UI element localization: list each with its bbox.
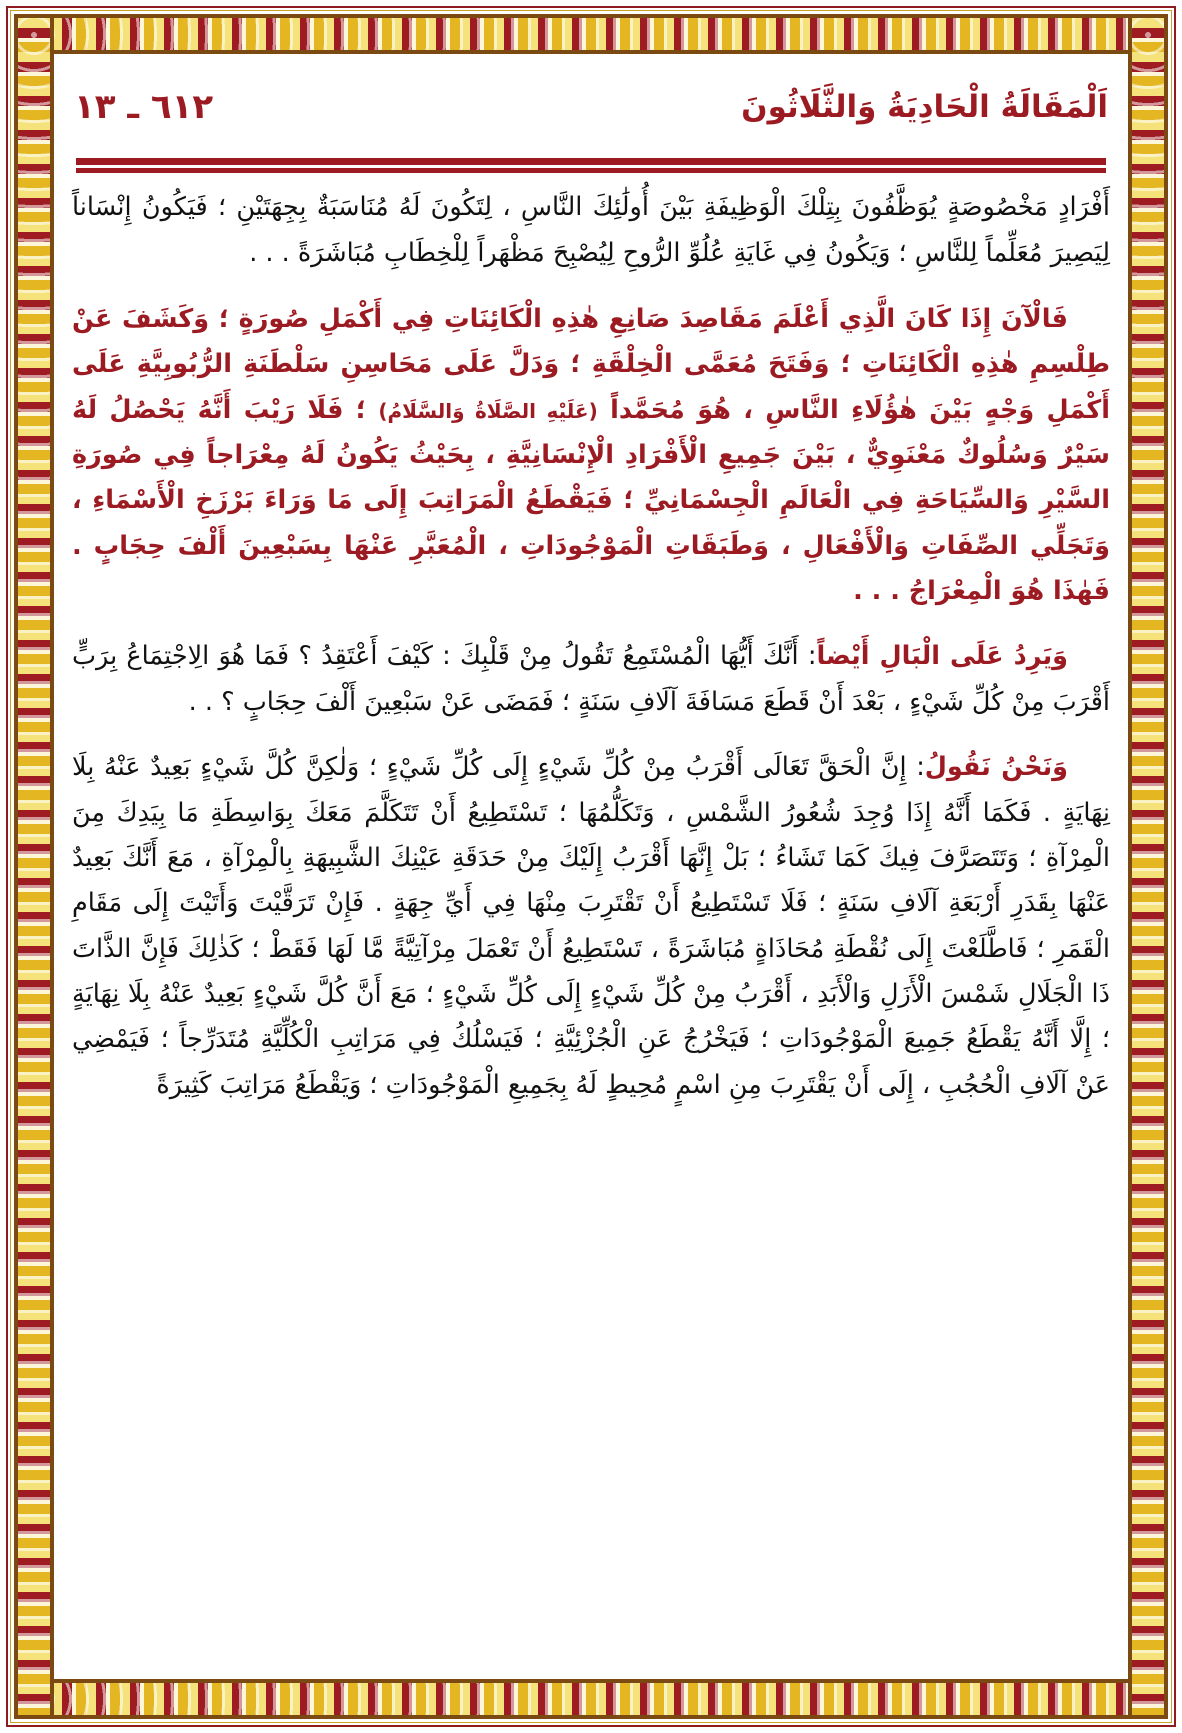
paragraph-1 xyxy=(72,184,1110,277)
paragraph-4-lead: وَنَحْنُ نَقُولُ xyxy=(924,752,1068,783)
ornamental-border-right xyxy=(1128,14,1168,1719)
paragraph-1-text: أَفْرَادٍ مَخْصُوصَةٍ يُوَظَّفُونَ بِتِلْكَ الْوَظِيفَةِ بَيْنَ أُولَٰئِكَ النَّاسِ ، لِتَكُونَ لَهُ مُنَاسَبَةٌ بِجِهَتَيْنِ ؛ فَيَكُونُ إِنْسَاناً لِيَصِيرَ مُعَلِّماً لِلنَّاسِ ؛ وَيَكُونُ فِي غَايَةِ عُلُوِّ الرُّوحِ لِيُصْبِحَ مَظْهَراً لِلْخِطَابِ مُبَاشَرَةً . . . xyxy=(72,192,1110,269)
page-body xyxy=(72,180,1110,1673)
honorific-marker: (عَلَيْهِ الصَّلَاةُ وَالسَّلَامُ) xyxy=(378,398,598,423)
paragraph-4-text: : إِنَّ الْحَقَّ تَعَالَى أَقْرَبُ مِنْ كُلِّ شَيْءٍ إِلَى كُلِّ شَيْءٍ ؛ وَلٰكِنَّ كُلَّ شَيْءٍ بَعِيدٌ عَنْهُ بِلَا نِهَايَةٍ . فَكَمَا أَنَّهُ إِذَا وُجِدَ شُعُورُ الشَّمْسِ ، وَتَكَلُّمُهَا ؛ تَسْتَطِيعُ أَنْ تَتَكَلَّمَ مَعَكَ بِوَاسِطَةِ مَا بِيَدِكَ مِنَ الْمِرْآةِ ؛ وَتَتَصَرَّفَ فِيكَ كَمَا تَشَاءُ ؛ بَلْ إِنَّهَا أَقْرَبُ إِلَيْكَ مِنْ حَدَقَةِ عَيْنِكَ الشَّبِيهَةِ بِالْمِرْآةِ ، مَعَ أَنَّكَ بَعِيدٌ عَنْهَا بِقَدَرِ أَرْبَعَةِ آلَافِ سَنَةٍ ؛ فَلَا تَسْتَطِيعُ أَنْ تَقْتَرِبَ مِنْهَا فِي أَيِّ جِهَةٍ . فَإِنْ تَرَقَّيْتَ وَأَتَيْتَ إِلَى مَقَامِ الْقَمَرِ ؛ فَاطَّلَعْتَ إِلَى نُقْطَةِ مُحَاذَاةٍ مُبَاشَرَةً ، تَسْتَطِيعُ أَنْ تَعْمَلَ مِرْآتِيَّةً مَّا لَهَا فَقَطْ ؛ كَذٰلِكَ فَإِنَّ الذَّاتَ ذَا الْجَلَالِ شَمْسَ الْأَزَلِ وَالْأَبَدِ ، أَقْرَبُ مِنْ كُلِّ شَيْءٍ إِلَى كُلِّ شَيْءٍ ؛ مَعَ أَنَّ كُلَّ شَيْءٍ بَعِيدٌ عَنْهُ بِلَا نِهَايَةٍ ؛ إِلَّا أَنَّهُ يَقْطَعُ جَمِيعَ الْمَوْجُودَاتِ ؛ فَيَخْرُجُ عَنِ الْجُزْئِيَّةِ ؛ فَيَسْلُكُ فِي مَرَاتِبِ الْكُلِّيَّةِ مُتَدَرِّجاً ؛ فَيَمْضِي عَنْ آلَافِ الْحُجُبِ ، إِلَى أَنْ يَقْتَرِبَ مِنِ اسْمٍ مُحِيطٍ لَهُ بِجَمِيعِ الْمَوْجُودَاتِ ؛ وَيَقْطَعُ مَرَاتِبَ كَثِيرَةً xyxy=(72,752,1110,1100)
header-divider-rule xyxy=(76,158,1106,173)
paragraph-3-lead: وَيَرِدُ عَلَى الْبَالِ أَيْضاً xyxy=(816,641,1069,672)
paragraph-2-text-after: ؛ فَلَا رَيْبَ أَنَّهُ يَحْصُلُ لَهُ سَيْرٌ وَسُلُوكٌ مَعْنَوِيٌّ ، بَيْنَ جَمِيعِ الْأَفْرَادِ الْإِنْسَانِيَّةِ ، بِحَيْثُ يَكُونُ لَهُ مِعْرَاجاً فِي صُورَةِ السَّيْرِ وَالسِّيَاحَةِ فِي الْعَالَمِ الْجِسْمَانِيِّ ؛ فَيَقْطَعُ الْمَرَاتِبَ إِلَى مَا وَرَاءَ بَرْزَخِ الْأَسْمَاءِ ، وَتَجَلِّي الصِّفَاتِ وَالْأَفْعَالِ ، وَطَبَقَاتِ الْمَوْجُودَاتِ ، الْمُعَبَّرِ عَنْهَا بِسَبْعِينَ أَلْفَ حِجَابٍ . فَهٰذَا هُوَ الْمِعْرَاجُ . . . xyxy=(72,394,1110,607)
page-content-field xyxy=(54,54,1128,1679)
paragraph-4 xyxy=(72,745,1110,1108)
braid-pattern-icon xyxy=(18,18,50,1715)
braid-pattern-icon xyxy=(1132,18,1164,1715)
page-header xyxy=(74,72,1108,142)
ornamental-border-bottom xyxy=(14,1679,1168,1719)
ornamental-border-top xyxy=(14,14,1168,54)
paragraph-2-text: فَالْآنَ إِذَا كَانَ الَّذِي أَعْلَمَ مَقَاصِدَ صَانِعِ هٰذِهِ الْكَائِنَاتِ فِي أَكْمَلِ صُورَةٍ ؛ وَكَشَفَ عَنْ طِلْسِمِ هٰذِهِ الْكَائِنَاتِ ؛ وَفَتَحَ مُعَمَّى الْخِلْقَةِ ؛ وَدَلَّ عَلَى مَحَاسِنِ سَلْطَنَةِ الرُّبُوبِيَّةِ عَلَى أَكْمَلِ وَجْهٍ بَيْنَ هٰؤُلَاءِ النَّاسِ ، هُوَ مُحَمَّداً xyxy=(72,303,1110,425)
braid-pattern-icon xyxy=(18,18,1164,50)
ornamental-border-left xyxy=(14,14,54,1719)
paragraph-3 xyxy=(72,634,1110,725)
divider-line-thick xyxy=(76,158,1106,165)
braid-pattern-icon xyxy=(18,1683,1164,1715)
divider-line-thin xyxy=(76,168,1106,173)
paragraph-3-text: : أَنَّكَ أَيُّهَا الْمُسْتَمِعُ تَقُولُ مِنْ قَلْبِكَ : كَيْفَ أَعْتَقِدُ ؟ فَمَا هُوَ الِاجْتِمَاعُ بِرَبٍّ أَقْرَبَ مِنْ كُلِّ شَيْءٍ ، بَعْدَ أَنْ قَطَعَ مَسَافَةَ آلَافِ سَنَةٍ ؛ فَمَضَى عَنْ سَبْعِينَ أَلْفَ حِجَابٍ ؟ . . xyxy=(72,641,1110,717)
paragraph-2 xyxy=(72,297,1110,615)
page-number: ٦١٢ ـ ١٣ xyxy=(74,87,214,127)
chapter-title: اَلْمَقَالَةُ الْحَادِيَةُ وَالثَّلَاثُونَ xyxy=(741,89,1108,125)
